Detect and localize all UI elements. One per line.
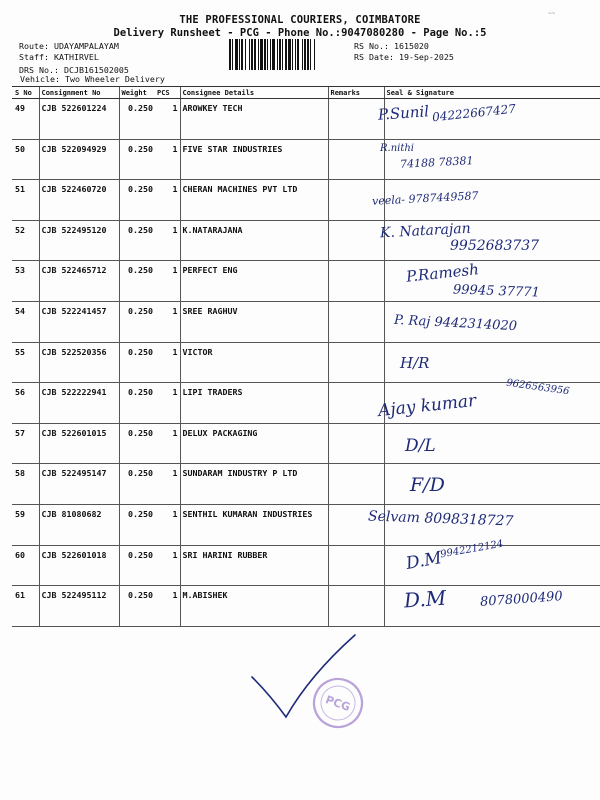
row-pcs: 1 bbox=[155, 504, 180, 545]
row-consignee: VICTOR bbox=[180, 342, 328, 383]
row-remarks bbox=[328, 139, 384, 180]
row-consignment-no: CJB 522094929 bbox=[39, 139, 119, 180]
row-consignee: M.ABISHEK bbox=[180, 586, 328, 627]
header-pcs: PCS bbox=[155, 87, 180, 99]
header-sno: S No bbox=[12, 87, 39, 99]
row-consignee: PERFECT ENG bbox=[180, 261, 328, 302]
header-weight: Weight bbox=[119, 87, 155, 99]
signature-50-phone: 74188 78381 bbox=[399, 154, 474, 171]
signature-52-name: K. Natarajan bbox=[379, 220, 472, 242]
row-sno: 52 bbox=[12, 220, 39, 261]
row-pcs: 1 bbox=[155, 180, 180, 221]
row-sno: 49 bbox=[12, 99, 39, 140]
row-sno: 59 bbox=[12, 504, 39, 545]
checkmark-stamp bbox=[250, 625, 390, 735]
row-weight: 0.250 bbox=[119, 342, 155, 383]
row-remarks bbox=[328, 464, 384, 505]
signature-55: H/R bbox=[400, 354, 430, 372]
row-consignment-no: CJB 522520356 bbox=[39, 342, 119, 383]
row-consignee: SUNDARAM INDUSTRY P LTD bbox=[180, 464, 328, 505]
row-pcs: 1 bbox=[155, 99, 180, 140]
meta-right bbox=[354, 41, 454, 63]
signature-54: P. Raj 9442314020 bbox=[393, 312, 518, 335]
vehicle-label: Vehicle: Two Wheeler Delivery bbox=[20, 74, 165, 84]
row-remarks bbox=[328, 383, 384, 424]
staff-label: Staff: KATHIRVEL bbox=[19, 52, 99, 62]
signature-53-phone: 99945 37771 bbox=[452, 282, 541, 301]
row-pcs: 1 bbox=[155, 261, 180, 302]
barcode bbox=[229, 39, 351, 70]
table-row bbox=[12, 180, 600, 221]
header-signature: Seal & Signature bbox=[384, 87, 600, 99]
row-consignment-no: CJB 522495120 bbox=[39, 220, 119, 261]
row-weight: 0.250 bbox=[119, 99, 155, 140]
signature-61-phone: 8078000490 bbox=[479, 589, 564, 610]
header-remarks: Remarks bbox=[328, 87, 384, 99]
row-consignment-no: CJB 522222941 bbox=[39, 383, 119, 424]
row-sno: 54 bbox=[12, 301, 39, 342]
row-consignment-no: CJB 522601018 bbox=[39, 545, 119, 586]
row-weight: 0.250 bbox=[119, 504, 155, 545]
row-consignee: DELUX PACKAGING bbox=[180, 423, 328, 464]
row-pcs: 1 bbox=[155, 423, 180, 464]
row-consignee: CHERAN MACHINES PVT LTD bbox=[180, 180, 328, 221]
signature-60-phone: 9942212124 bbox=[439, 538, 505, 561]
row-pcs: 1 bbox=[155, 383, 180, 424]
row-consignee: SREE RAGHUV bbox=[180, 301, 328, 342]
row-consignment-no: CJB 81080682 bbox=[39, 504, 119, 545]
row-weight: 0.250 bbox=[119, 383, 155, 424]
rs-date: RS Date: 19-Sep-2025 bbox=[354, 52, 454, 62]
row-consignment-no: CJB 522495147 bbox=[39, 464, 119, 505]
signature-50-name: R.nithi bbox=[380, 143, 415, 154]
row-sno: 51 bbox=[12, 180, 39, 221]
row-sno: 56 bbox=[12, 383, 39, 424]
drs-label: DRS No.: DCJB161502005 bbox=[19, 65, 129, 75]
row-weight: 0.250 bbox=[119, 423, 155, 464]
row-consignment-no: CJB 522241457 bbox=[39, 301, 119, 342]
signature-49-phone: 04222667427 bbox=[431, 101, 517, 125]
signature-53-name: P.Ramesh bbox=[405, 260, 480, 286]
stamp-text: PCG bbox=[323, 693, 352, 714]
meta-left bbox=[19, 41, 129, 76]
row-weight: 0.250 bbox=[119, 261, 155, 302]
row-consignee: SRI HARINI RUBBER bbox=[180, 545, 328, 586]
pcg-stamp-icon bbox=[307, 672, 369, 734]
table-row bbox=[12, 423, 600, 464]
row-consignee: K.NATARAJANA bbox=[180, 220, 328, 261]
table-row bbox=[12, 342, 600, 383]
row-sno: 57 bbox=[12, 423, 39, 464]
row-consignment-no: CJB 522460720 bbox=[39, 180, 119, 221]
signature-56-phone: 9626563956 bbox=[505, 377, 571, 398]
row-sno: 58 bbox=[12, 464, 39, 505]
row-weight: 0.250 bbox=[119, 180, 155, 221]
row-remarks bbox=[328, 99, 384, 140]
row-remarks bbox=[328, 342, 384, 383]
header-consignee: Consignee Details bbox=[180, 87, 328, 99]
route-label: Route: UDAYAMPALAYAM bbox=[19, 41, 119, 51]
row-remarks bbox=[328, 586, 384, 627]
signature-51: veela- 9787449587 bbox=[371, 189, 479, 208]
row-remarks bbox=[328, 301, 384, 342]
row-sno: 60 bbox=[12, 545, 39, 586]
row-consignment-no: CJB 522601015 bbox=[39, 423, 119, 464]
signature-52-phone: 9952683737 bbox=[450, 238, 540, 254]
row-weight: 0.250 bbox=[119, 586, 155, 627]
runsheet-subtitle: Delivery Runsheet - PCG - Phone No.:9047080280 - Page No.:5 bbox=[113, 27, 487, 39]
row-pcs: 1 bbox=[155, 586, 180, 627]
row-sno: 50 bbox=[12, 139, 39, 180]
row-sno: 61 bbox=[12, 586, 39, 627]
signature-56-name: Ajay kumar bbox=[377, 390, 478, 422]
header-consignment: Consignment No bbox=[39, 87, 119, 99]
table-row bbox=[12, 139, 600, 180]
signature-57: D/L bbox=[405, 436, 436, 456]
row-consignment-no: CJB 522601224 bbox=[39, 99, 119, 140]
table-row bbox=[12, 545, 600, 586]
corner-mark: ~~ bbox=[548, 10, 556, 17]
signature-49-name: P.Sunil bbox=[377, 102, 430, 124]
row-weight: 0.250 bbox=[119, 545, 155, 586]
row-pcs: 1 bbox=[155, 464, 180, 505]
row-consignment-no: CJB 522495112 bbox=[39, 586, 119, 627]
row-sno: 55 bbox=[12, 342, 39, 383]
row-consignee: LIPI TRADERS bbox=[180, 383, 328, 424]
row-remarks bbox=[328, 545, 384, 586]
signature-58: F/D bbox=[410, 474, 445, 496]
row-weight: 0.250 bbox=[119, 139, 155, 180]
row-pcs: 1 bbox=[155, 301, 180, 342]
signature-61-name: D.M bbox=[403, 585, 447, 613]
table-header-row bbox=[12, 87, 600, 99]
company-title: THE PROFESSIONAL COURIERS, COIMBATORE bbox=[179, 14, 421, 26]
row-pcs: 1 bbox=[155, 342, 180, 383]
row-remarks bbox=[328, 220, 384, 261]
runsheet-table bbox=[12, 86, 600, 627]
row-consignment-no: CJB 522465712 bbox=[39, 261, 119, 302]
row-consignee: FIVE STAR INDUSTRIES bbox=[180, 139, 328, 180]
row-remarks bbox=[328, 261, 384, 302]
row-pcs: 1 bbox=[155, 139, 180, 180]
table-row bbox=[12, 464, 600, 505]
row-weight: 0.250 bbox=[119, 220, 155, 261]
row-weight: 0.250 bbox=[119, 301, 155, 342]
signature-60-name: D.M bbox=[404, 548, 444, 574]
row-consignee: SENTHIL KUMARAN INDUSTRIES bbox=[180, 504, 328, 545]
row-sno: 53 bbox=[12, 261, 39, 302]
signature-59: Selvam 8098318727 bbox=[367, 508, 514, 530]
row-pcs: 1 bbox=[155, 545, 180, 586]
rs-number: RS No.: 1615020 bbox=[354, 41, 429, 51]
row-consignee: AROWKEY TECH bbox=[180, 99, 328, 140]
row-weight: 0.250 bbox=[119, 464, 155, 505]
row-remarks bbox=[328, 423, 384, 464]
row-pcs: 1 bbox=[155, 220, 180, 261]
